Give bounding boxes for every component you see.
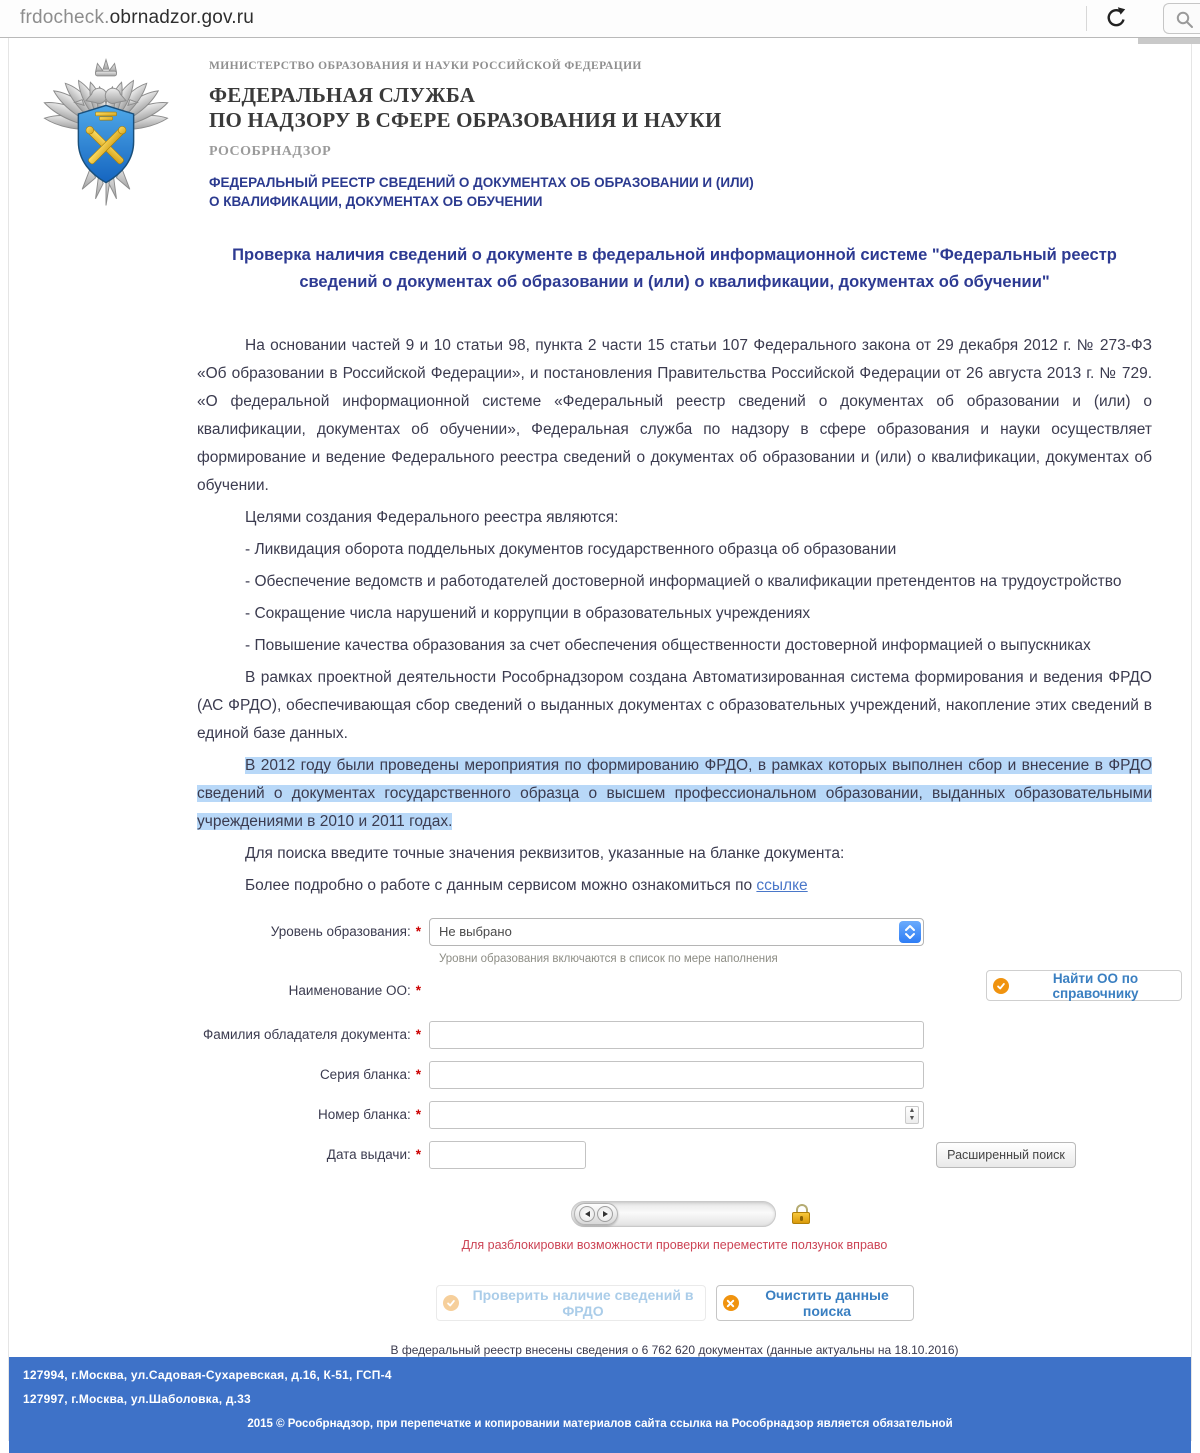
check-frdo-label: Проверить наличие сведений в ФРДО bbox=[472, 1287, 694, 1319]
arrow-right-icon[interactable] bbox=[597, 1206, 613, 1222]
required-asterisk: * bbox=[415, 1107, 421, 1122]
field-label: Номер бланка: * bbox=[318, 1107, 421, 1122]
short-name: РОСОБРНАДЗОР bbox=[209, 144, 332, 159]
registry-count-info: В федеральный реестр внесены сведения о 6 762 620 документах (данные актуальны на 18.10.2016) bbox=[390, 1343, 959, 1357]
footer-copyright: 2015 © Рособрнадзор, при перепечатке и копировании материалов сайта ссылка на Рособрнадзор является обязательной bbox=[247, 1418, 953, 1430]
search-icon bbox=[1164, 16, 1194, 33]
main-content bbox=[197, 220, 1152, 1357]
form-row-series bbox=[197, 1061, 1152, 1089]
service-name bbox=[209, 83, 754, 133]
lock-icon bbox=[792, 1204, 812, 1224]
unlock-slider-handle[interactable] bbox=[574, 1203, 618, 1225]
form-row-oo-name bbox=[197, 970, 1152, 1009]
form-row-surname bbox=[197, 1021, 1152, 1049]
goal-item: - Повышение качества образования за счет обеспечения общественности достоверной информацией о выпускниках bbox=[245, 637, 1091, 654]
required-asterisk: * bbox=[415, 1147, 421, 1162]
find-oo-button[interactable] bbox=[986, 970, 1182, 1001]
refresh-icon[interactable] bbox=[1103, 5, 1131, 33]
checkmark-icon bbox=[993, 978, 1009, 994]
action-buttons bbox=[197, 1285, 1152, 1321]
field-label: Фамилия обладателя документа: * bbox=[202, 1027, 421, 1042]
field-label: Дата выдачи: * bbox=[326, 1147, 421, 1162]
slider-hint-text: Для разблокировки возможности проверки переместите ползунок вправо bbox=[461, 1238, 888, 1252]
field-label: Наименование ОО: * bbox=[288, 983, 421, 998]
registry-line1: ФЕДЕРАЛЬНЫЙ РЕЕСТР СВЕДЕНИЙ О ДОКУМЕНТАХ ОБ ОБРАЗОВАНИИ И (ИЛИ) bbox=[209, 175, 754, 190]
address-bar[interactable] bbox=[20, 7, 254, 29]
footer-address-2: 127997, г.Москва, ул.Шаболовка, д.33 bbox=[23, 1392, 251, 1406]
page-title: Проверка наличия сведений о документе в федеральной информационной системе "Федеральный реестр сведений о документах об образовании и (или) о квалификации, документах об обучении" bbox=[232, 246, 1117, 291]
series-input[interactable] bbox=[429, 1061, 924, 1089]
chevron-up-down-icon bbox=[899, 921, 921, 943]
intro-paragraph: На основании частей 9 и 10 статьи 98, пункта 2 части 15 статьи 107 Федерального закона от 29 декабря 2012 г. № 273-ФЗ «Об образовании в Российской Федерации», и постановления Правительства Российской Федерации от 26 августа 2013 г. № 729. «О федеральной информационной системе «Федеральный реестр сведений о документах об образовании и (или) о квалификации, документах об обучении», Федеральная служба по надзору в сфере образования и науки осуществляет формирование и ведение Федерального реестра сведений о документах об образовании и (или) о квалификации, документах об обучении. bbox=[197, 337, 1152, 494]
clear-search-label: Очистить данные поиска bbox=[765, 1287, 889, 1319]
goal-item: - Обеспечение ведомств и работодателей достоверной информацией о квалификации претендентов на трудоустройство bbox=[245, 573, 1122, 590]
header-text bbox=[209, 54, 754, 220]
required-asterisk: * bbox=[415, 983, 421, 998]
find-oo-label: Найти ОО по справочнику bbox=[1052, 970, 1139, 1001]
registry-line2: О КВАЛИФИКАЦИИ, ДОКУМЕНТАХ ОБ ОБУЧЕНИИ bbox=[209, 194, 543, 209]
search-instruction: Для поиска введите точные значения реквизитов, указанные на бланке документа: bbox=[245, 845, 845, 862]
service-line1: ФЕДЕРАЛЬНАЯ СЛУЖБА bbox=[209, 83, 476, 107]
chrome-strip bbox=[1138, 38, 1200, 44]
chrome-divider bbox=[1086, 6, 1087, 31]
form-row-issue-date bbox=[197, 1141, 1152, 1169]
goals-intro: Целями создания Федерального реестра являются: bbox=[245, 509, 619, 526]
select-value: Не выбрано bbox=[439, 924, 512, 939]
form-row-education-level bbox=[197, 918, 1152, 965]
search-form bbox=[197, 918, 1152, 1357]
footer bbox=[9, 1357, 1191, 1453]
required-asterisk: * bbox=[415, 1027, 421, 1042]
select-helper-text: Уровни образования включаются в список по мере наполнения bbox=[439, 953, 778, 965]
details-link[interactable]: ссылке bbox=[756, 877, 808, 894]
more-info-line bbox=[197, 872, 1152, 900]
arrow-left-icon[interactable] bbox=[579, 1206, 595, 1222]
service-line2: ПО НАДЗОРУ В СФЕРЕ ОБРАЗОВАНИЯ И НАУКИ bbox=[209, 108, 722, 132]
education-level-select[interactable] bbox=[429, 918, 924, 946]
goal-item: - Сокращение числа нарушений и коррупции в образовательных учреждениях bbox=[245, 605, 811, 622]
close-icon bbox=[723, 1295, 739, 1311]
highlighted-paragraph bbox=[197, 752, 1152, 836]
unlock-slider-track[interactable] bbox=[571, 1201, 776, 1227]
more-info-prefix: Более подробно о работе с данным сервисом можно ознакомиться по bbox=[245, 877, 757, 894]
field-label: Серия бланка: * bbox=[319, 1067, 421, 1082]
registry-name bbox=[209, 173, 754, 211]
required-asterisk: * bbox=[415, 1067, 421, 1082]
advanced-search-button[interactable]: Расширенный поиск bbox=[936, 1142, 1076, 1168]
form-row-number bbox=[197, 1101, 1152, 1129]
surname-input[interactable] bbox=[429, 1021, 924, 1049]
url-subdomain: frdocheck. bbox=[20, 7, 110, 28]
number-spinner[interactable]: ▲ ▼ bbox=[905, 1106, 919, 1124]
checkmark-icon bbox=[443, 1295, 459, 1311]
goal-item: - Ликвидация оборота поддельных документов государственного образца об образовании bbox=[245, 541, 897, 558]
check-frdo-button[interactable] bbox=[436, 1285, 706, 1321]
page bbox=[8, 38, 1192, 1441]
rosobrnadzor-emblem-icon bbox=[25, 54, 187, 214]
issue-date-input[interactable] bbox=[429, 1141, 586, 1169]
ministry-line: МИНИСТЕРСТВО ОБРАЗОВАНИЯ И НАУКИ РОССИЙСКОЙ ФЕДЕРАЦИИ bbox=[209, 60, 642, 72]
unlock-slider-area bbox=[571, 1199, 1152, 1229]
required-asterisk: * bbox=[415, 924, 421, 939]
field-label: Уровень образования: * bbox=[270, 924, 421, 939]
browser-chrome bbox=[0, 0, 1200, 38]
frdo-paragraph: В рамках проектной деятельности Рособрнадзором создана Автоматизированная система формирования и ведения ФРДО (АС ФРДО), обеспечивающая сбор сведений о выданных документах с образовательных учреждений, накопление этих сведений в единой базе данных. bbox=[197, 669, 1152, 742]
browser-search-field[interactable] bbox=[1163, 3, 1200, 34]
site-header bbox=[9, 38, 1191, 220]
selection-highlight: В 2012 году были проведены мероприятия по формированию ФРДО, в рамках которых выполнен сбор и внесение в ФРДО сведений о документах государственного образца о высшем профессиональном образовании, выданных образовательными учреждениями в 2010 и 2011 годах. bbox=[197, 757, 1152, 830]
clear-search-button[interactable] bbox=[716, 1285, 914, 1321]
footer-address-1: 127994, г.Москва, ул.Садовая-Сухаревская, д.16, К-51, ГСП-4 bbox=[23, 1368, 392, 1382]
number-input[interactable] bbox=[429, 1101, 924, 1129]
url-domain: obrnadzor.gov.ru bbox=[109, 7, 255, 28]
